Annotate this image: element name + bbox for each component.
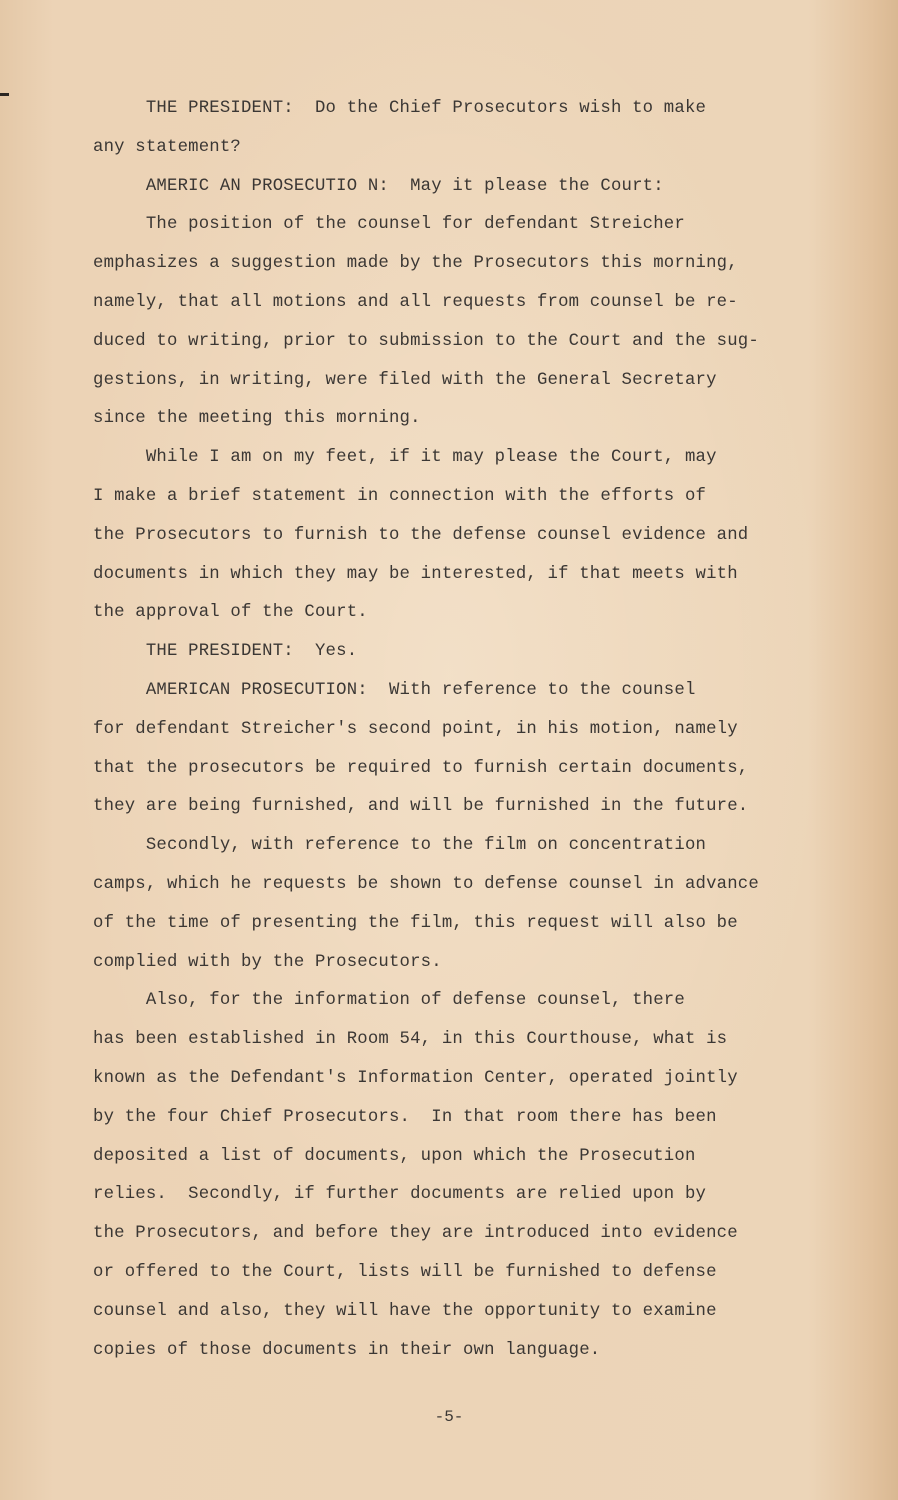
transcript-line: complied with by the Prosecutors. — [93, 952, 442, 972]
transcript-line: or offered to the Court, lists will be furnished to defense — [93, 1262, 717, 1282]
transcript-line: counsel and also, they will have the opportunity to examine — [93, 1301, 717, 1321]
transcript-line: copies of those documents in their own language. — [93, 1340, 601, 1360]
transcript-line: duced to writing, prior to submission to the Court and the sug- — [93, 331, 759, 351]
transcript-line: namely, that all motions and all requests from counsel be re- — [93, 292, 738, 312]
transcript-line: camps, which he requests be shown to defense counsel in advance — [93, 874, 759, 894]
transcript-line: AMERICAN PROSECUTION: With reference to the counsel — [93, 680, 696, 700]
transcript-line: emphasizes a suggestion made by the Prosecutors this morning, — [93, 254, 738, 274]
transcript-line: the approval of the Court. — [93, 603, 368, 623]
transcript-line: I make a brief statement in connection with the efforts of — [93, 486, 707, 506]
transcript-line: the Prosecutors, and before they are introduced into evidence — [93, 1224, 738, 1244]
margin-mark — [0, 93, 9, 96]
transcript-line: THE PRESIDENT: Yes. — [93, 642, 358, 662]
transcript-line: by the four Chief Prosecutors. In that room there has been — [93, 1107, 717, 1127]
transcript-line: since the meeting this morning. — [93, 409, 421, 429]
transcript-line: documents in which they may be interested, if that meets with — [93, 564, 738, 584]
page-number: -5- — [434, 1408, 464, 1426]
transcript-line: AMERIC AN PROSECUTIO N: May it please the Court: — [93, 176, 664, 196]
transcript-line: THE PRESIDENT: Do the Chief Prosecutors wish to make — [93, 99, 707, 118]
transcript-line: Secondly, with reference to the film on concentration — [93, 836, 707, 856]
transcript-line: While I am on my feet, if it may please the Court, may — [93, 448, 717, 468]
transcript-body — [93, 90, 838, 1370]
transcript-line: gestions, in writing, were filed with the General Secretary — [93, 370, 717, 390]
transcript-line: the Prosecutors to furnish to the defense counsel evidence and — [93, 525, 749, 545]
transcript-line: of the time of presenting the film, this request will also be — [93, 913, 738, 933]
transcript-line: has been established in Room 54, in this Courthouse, what is — [93, 1030, 728, 1050]
transcript-line: known as the Defendant's Information Center, operated jointly — [93, 1068, 738, 1088]
transcript-line: for defendant Streicher's second point, in his motion, namely — [93, 719, 738, 739]
transcript-line: Also, for the information of defense counsel, there — [93, 991, 685, 1011]
transcript-line: they are being furnished, and will be furnished in the future. — [93, 797, 749, 817]
transcript-line: deposited a list of documents, upon which the Prosecution — [93, 1146, 696, 1166]
transcript-line: The position of the counsel for defendant Streicher — [93, 215, 685, 235]
transcript-line: any statement? — [93, 137, 241, 157]
transcript-line: that the prosecutors be required to furnish certain documents, — [93, 758, 749, 778]
transcript-line: relies. Secondly, if further documents are relied upon by — [93, 1185, 707, 1205]
